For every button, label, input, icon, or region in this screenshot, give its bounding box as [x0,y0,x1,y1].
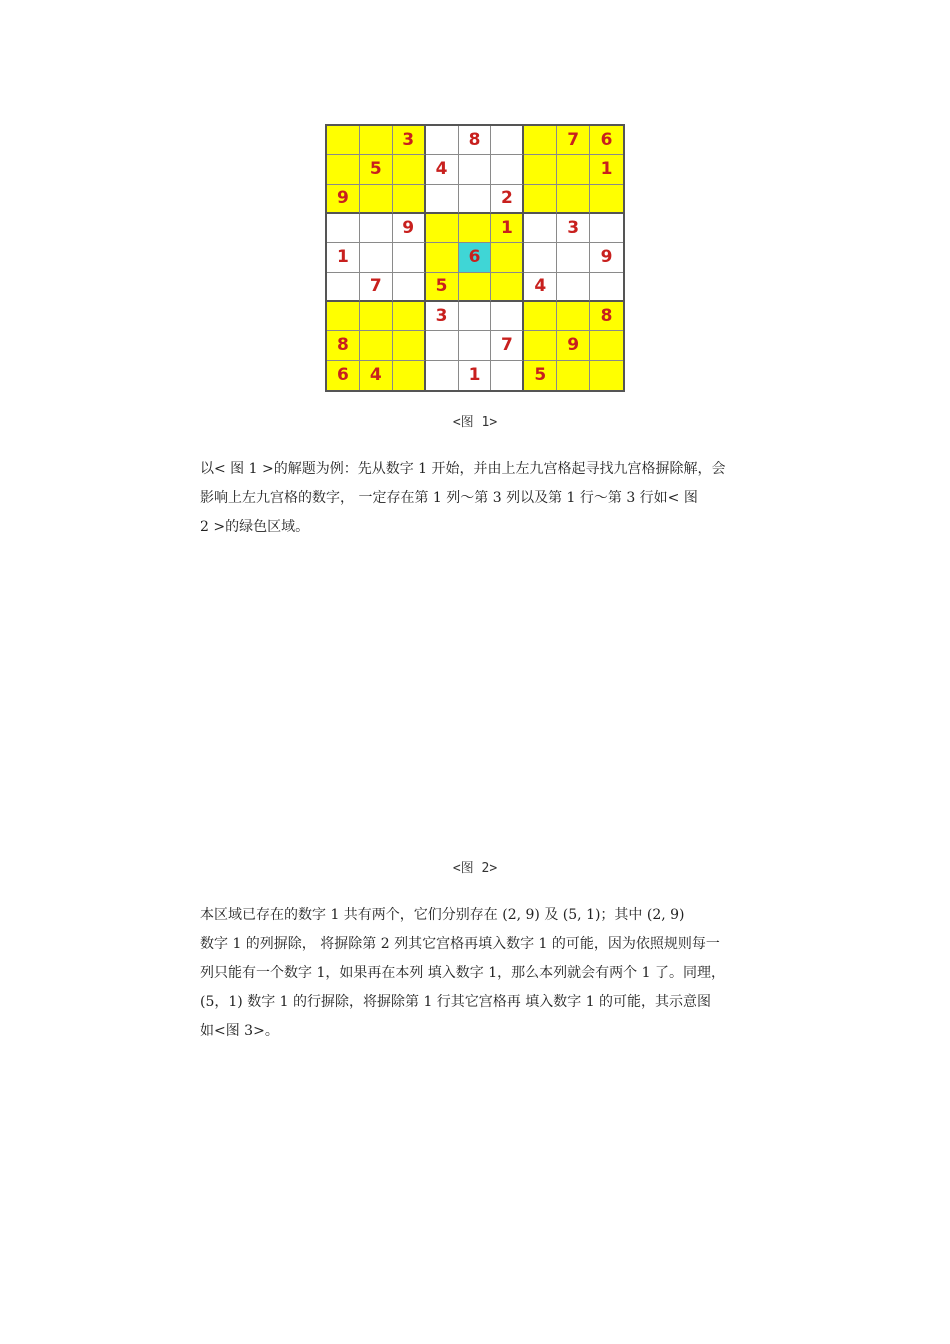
sudoku-cell [426,243,459,272]
paragraph-2-line: 如<图 3>。 [200,1023,279,1039]
sudoku-cell [426,361,459,390]
sudoku-cell [327,214,360,243]
sudoku-cell: 8 [590,302,623,331]
sudoku-cell [524,185,557,214]
sudoku-cell: 2 [491,185,524,214]
sudoku-cell: 4 [360,361,393,390]
sudoku-cell: 4 [426,155,459,184]
sudoku-cell [590,214,623,243]
figure-2-caption: <图 2> [452,861,498,876]
sudoku-cell [327,302,360,331]
sudoku-cell: 9 [393,214,426,243]
sudoku-cell [491,243,524,272]
sudoku-cell [557,243,590,272]
paragraph-2-line: 数字 1 的列摒除， 将摒除第 2 列其它宫格再填入数字 1 的可能，因为依照规则每一 [200,936,720,952]
sudoku-cell [524,155,557,184]
sudoku-cell: 6 [459,243,492,272]
sudoku-cell: 3 [426,302,459,331]
sudoku-cell [327,126,360,155]
sudoku-cell: 8 [459,126,492,155]
sudoku-cell [360,243,393,272]
sudoku-cell [393,273,426,302]
sudoku-cell: 4 [524,273,557,302]
paragraph-1-line: 以< 图 1 >的解题为例：先从数字 1 开始，并由上左九宫格起寻找九宫格摒除解，会 [200,461,726,477]
sudoku-cell [557,361,590,390]
paragraph-1-line: 2 >的绿色区域。 [200,519,310,535]
sudoku-cell [426,331,459,360]
sudoku-cell: 3 [557,214,590,243]
sudoku-cell [393,361,426,390]
sudoku-cell: 9 [590,243,623,272]
sudoku-cell [459,331,492,360]
sudoku-cell [393,331,426,360]
sudoku-cell [327,155,360,184]
sudoku-cell [426,126,459,155]
paragraph-1-line: 影响上左九宫格的数字， 一定存在第 1 列～第 3 列以及第 1 行～第 3 行如< 图 [200,490,698,506]
sudoku-cell [590,331,623,360]
sudoku-cell [459,185,492,214]
sudoku-grid-figure-1 [325,124,625,392]
sudoku-cell [557,185,590,214]
sudoku-cell [459,155,492,184]
sudoku-cell [590,273,623,302]
sudoku-cell [590,361,623,390]
sudoku-cell: 3 [393,126,426,155]
sudoku-cell: 7 [491,331,524,360]
sudoku-cell: 1 [459,361,492,390]
sudoku-cell [393,155,426,184]
sudoku-cell [360,214,393,243]
sudoku-cell [459,214,492,243]
paragraph-2-line: 列只能有一个数字 1，如果再在本列 填入数字 1，那么本列就会有两个 1 了。同理， [200,965,725,981]
sudoku-cell [491,126,524,155]
sudoku-cell: 6 [327,361,360,390]
figure-1-caption: <图 1> [452,415,498,430]
sudoku-cell [524,126,557,155]
sudoku-cell [327,273,360,302]
sudoku-cell [491,273,524,302]
sudoku-cell [524,214,557,243]
sudoku-cell: 1 [327,243,360,272]
sudoku-cell: 5 [524,361,557,390]
sudoku-cell: 1 [491,214,524,243]
sudoku-cell [557,155,590,184]
sudoku-cell [393,243,426,272]
sudoku-cell [491,155,524,184]
sudoku-cell: 8 [327,331,360,360]
sudoku-cell [557,273,590,302]
sudoku-cell: 5 [426,273,459,302]
sudoku-cell: 9 [557,331,590,360]
sudoku-cell [393,302,426,331]
sudoku-cell [524,302,557,331]
sudoku-cell: 1 [590,155,623,184]
sudoku-cell [459,302,492,331]
sudoku-cell [557,302,590,331]
paragraph-2 [200,901,806,1046]
paragraph-1 [200,455,806,542]
sudoku-cell [360,302,393,331]
sudoku-cell [590,185,623,214]
sudoku-cell [491,302,524,331]
sudoku-cell [491,361,524,390]
sudoku-cell [393,185,426,214]
sudoku-cell: 5 [360,155,393,184]
sudoku-cell [524,331,557,360]
sudoku-cell [459,273,492,302]
sudoku-cell: 7 [360,273,393,302]
paragraph-2-line: (5，1) 数字 1 的行摒除，将摒除第 1 行其它宫格再 填入数字 1 的可能，其示意图 [200,994,712,1010]
sudoku-cell [524,243,557,272]
sudoku-cell: 6 [590,126,623,155]
sudoku-cell [360,331,393,360]
sudoku-cell [426,185,459,214]
sudoku-cell: 9 [327,185,360,214]
sudoku-cell [360,185,393,214]
sudoku-cell: 7 [557,126,590,155]
sudoku-cell [426,214,459,243]
sudoku-cell [360,126,393,155]
paragraph-2-line: 本区域已存在的数字 1 共有两个，它们分别存在 (2, 9) 及 (5, 1)；其中 (2, 9) [200,907,685,923]
